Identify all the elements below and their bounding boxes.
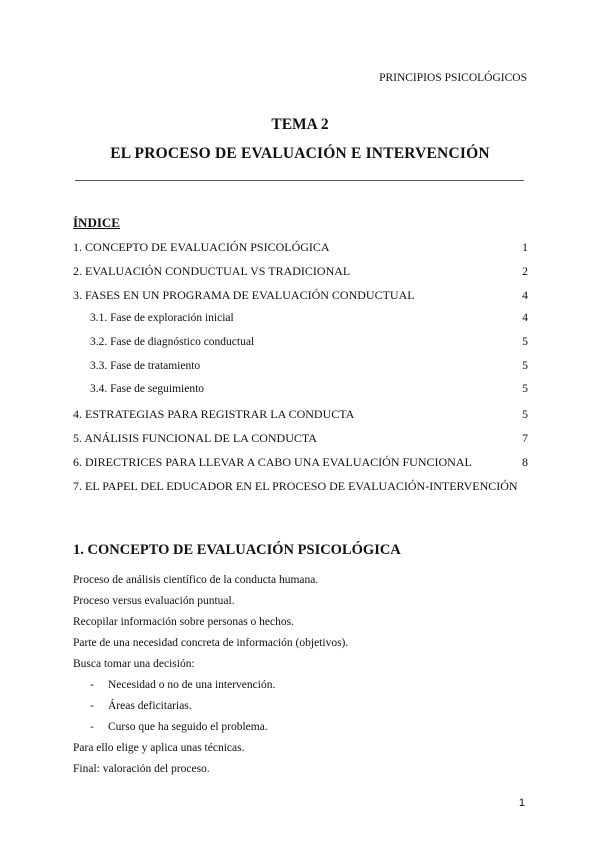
- bullet-text: Curso que ha seguido el problema.: [108, 721, 268, 733]
- dash-bullet-icon: -: [90, 700, 94, 712]
- toc-entry[interactable]: [73, 479, 528, 495]
- toc-entry-page: 5: [522, 360, 528, 372]
- title-divider: [75, 180, 524, 181]
- body-line: Proceso versus evaluación puntual.: [73, 595, 235, 607]
- dash-bullet-icon: -: [90, 679, 94, 691]
- topic-number: TEMA 2: [271, 116, 329, 133]
- toc-entry-label: 3.1. Fase de exploración inicial: [90, 312, 234, 324]
- body-line: Proceso de análisis científico de la conducta humana.: [73, 574, 319, 586]
- body-line: Busca tomar una decisión:: [73, 658, 195, 670]
- toc-entry-page: 5: [522, 383, 528, 395]
- toc-entry-page: 4: [522, 288, 528, 302]
- toc-entry-page: 2: [522, 264, 528, 278]
- toc-entry-label: 1. CONCEPTO DE EVALUACIÓN PSICOLÓGICA: [73, 240, 330, 254]
- body-line: Para ello elige y aplica unas técnicas.: [73, 742, 245, 754]
- toc-entry-label: 3. FASES EN UN PROGRAMA DE EVALUACIÓN CONDUCTUAL: [73, 288, 415, 302]
- toc-entry-label: 5. ANÁLISIS FUNCIONAL DE LA CONDUCTA: [73, 431, 317, 445]
- toc-entry-page: 5: [522, 407, 528, 421]
- section-heading: 1. CONCEPTO DE EVALUACIÓN PSICOLÓGICA: [73, 542, 401, 558]
- body-line: Final: valoración del proceso.: [73, 763, 210, 775]
- toc-entry[interactable]: [73, 264, 528, 280]
- toc-entry-label: 2. EVALUACIÓN CONDUCTUAL VS TRADICIONAL: [73, 264, 351, 278]
- page-number: 1: [518, 797, 525, 809]
- toc-entry-page: 8: [522, 455, 528, 469]
- toc-entry-page: 7: [522, 431, 528, 445]
- toc-entry-page: 4: [522, 312, 528, 324]
- toc-entry-label: 6. DIRECTRICES PARA LLEVAR A CABO UNA EVALUACIÓN FUNCIONAL: [73, 455, 472, 469]
- toc-entry-page: 5: [522, 336, 528, 348]
- toc-entry-label: 4. ESTRATEGIAS PARA REGISTRAR LA CONDUCTA: [73, 407, 355, 421]
- toc-subentry[interactable]: [90, 336, 528, 352]
- dash-bullet-icon: -: [90, 721, 94, 733]
- index-heading: ÍNDICE: [73, 215, 120, 230]
- toc-entry-label: 3.4. Fase de seguimiento: [90, 383, 205, 395]
- bullet-item: [90, 721, 268, 733]
- running-header: PRINCIPIOS PSICOLÓGICOS: [379, 72, 527, 84]
- bullet-item: [90, 700, 192, 712]
- toc-entry-label: 7. EL PAPEL DEL EDUCADOR EN EL PROCESO DE EVALUACIÓN-INTERVENCIÓN: [73, 479, 518, 493]
- bullet-text: Áreas deficitarias.: [108, 700, 192, 712]
- body-line: Parte de una necesidad concreta de información (objetivos).: [73, 637, 349, 649]
- toc-entry-label: 3.2. Fase de diagnóstico conductual: [90, 336, 255, 348]
- toc-subentry[interactable]: [90, 312, 528, 328]
- toc-entry[interactable]: [73, 407, 528, 423]
- toc-entry[interactable]: [73, 455, 528, 471]
- toc-entry-label: 3.3. Fase de tratamiento: [90, 360, 201, 372]
- toc-entry-page: 1: [522, 240, 528, 254]
- document-title: EL PROCESO DE EVALUACIÓN E INTERVENCIÓN: [110, 145, 490, 162]
- bullet-item: [90, 679, 275, 691]
- toc-entry[interactable]: [73, 240, 528, 256]
- toc-entry[interactable]: [73, 431, 528, 447]
- body-line: Recopilar información sobre personas o hechos.: [73, 616, 294, 628]
- toc-entry[interactable]: [73, 288, 528, 304]
- toc-subentry[interactable]: [90, 360, 528, 376]
- bullet-text: Necesidad o no de una intervención.: [108, 679, 276, 691]
- toc-subentry[interactable]: [90, 383, 528, 399]
